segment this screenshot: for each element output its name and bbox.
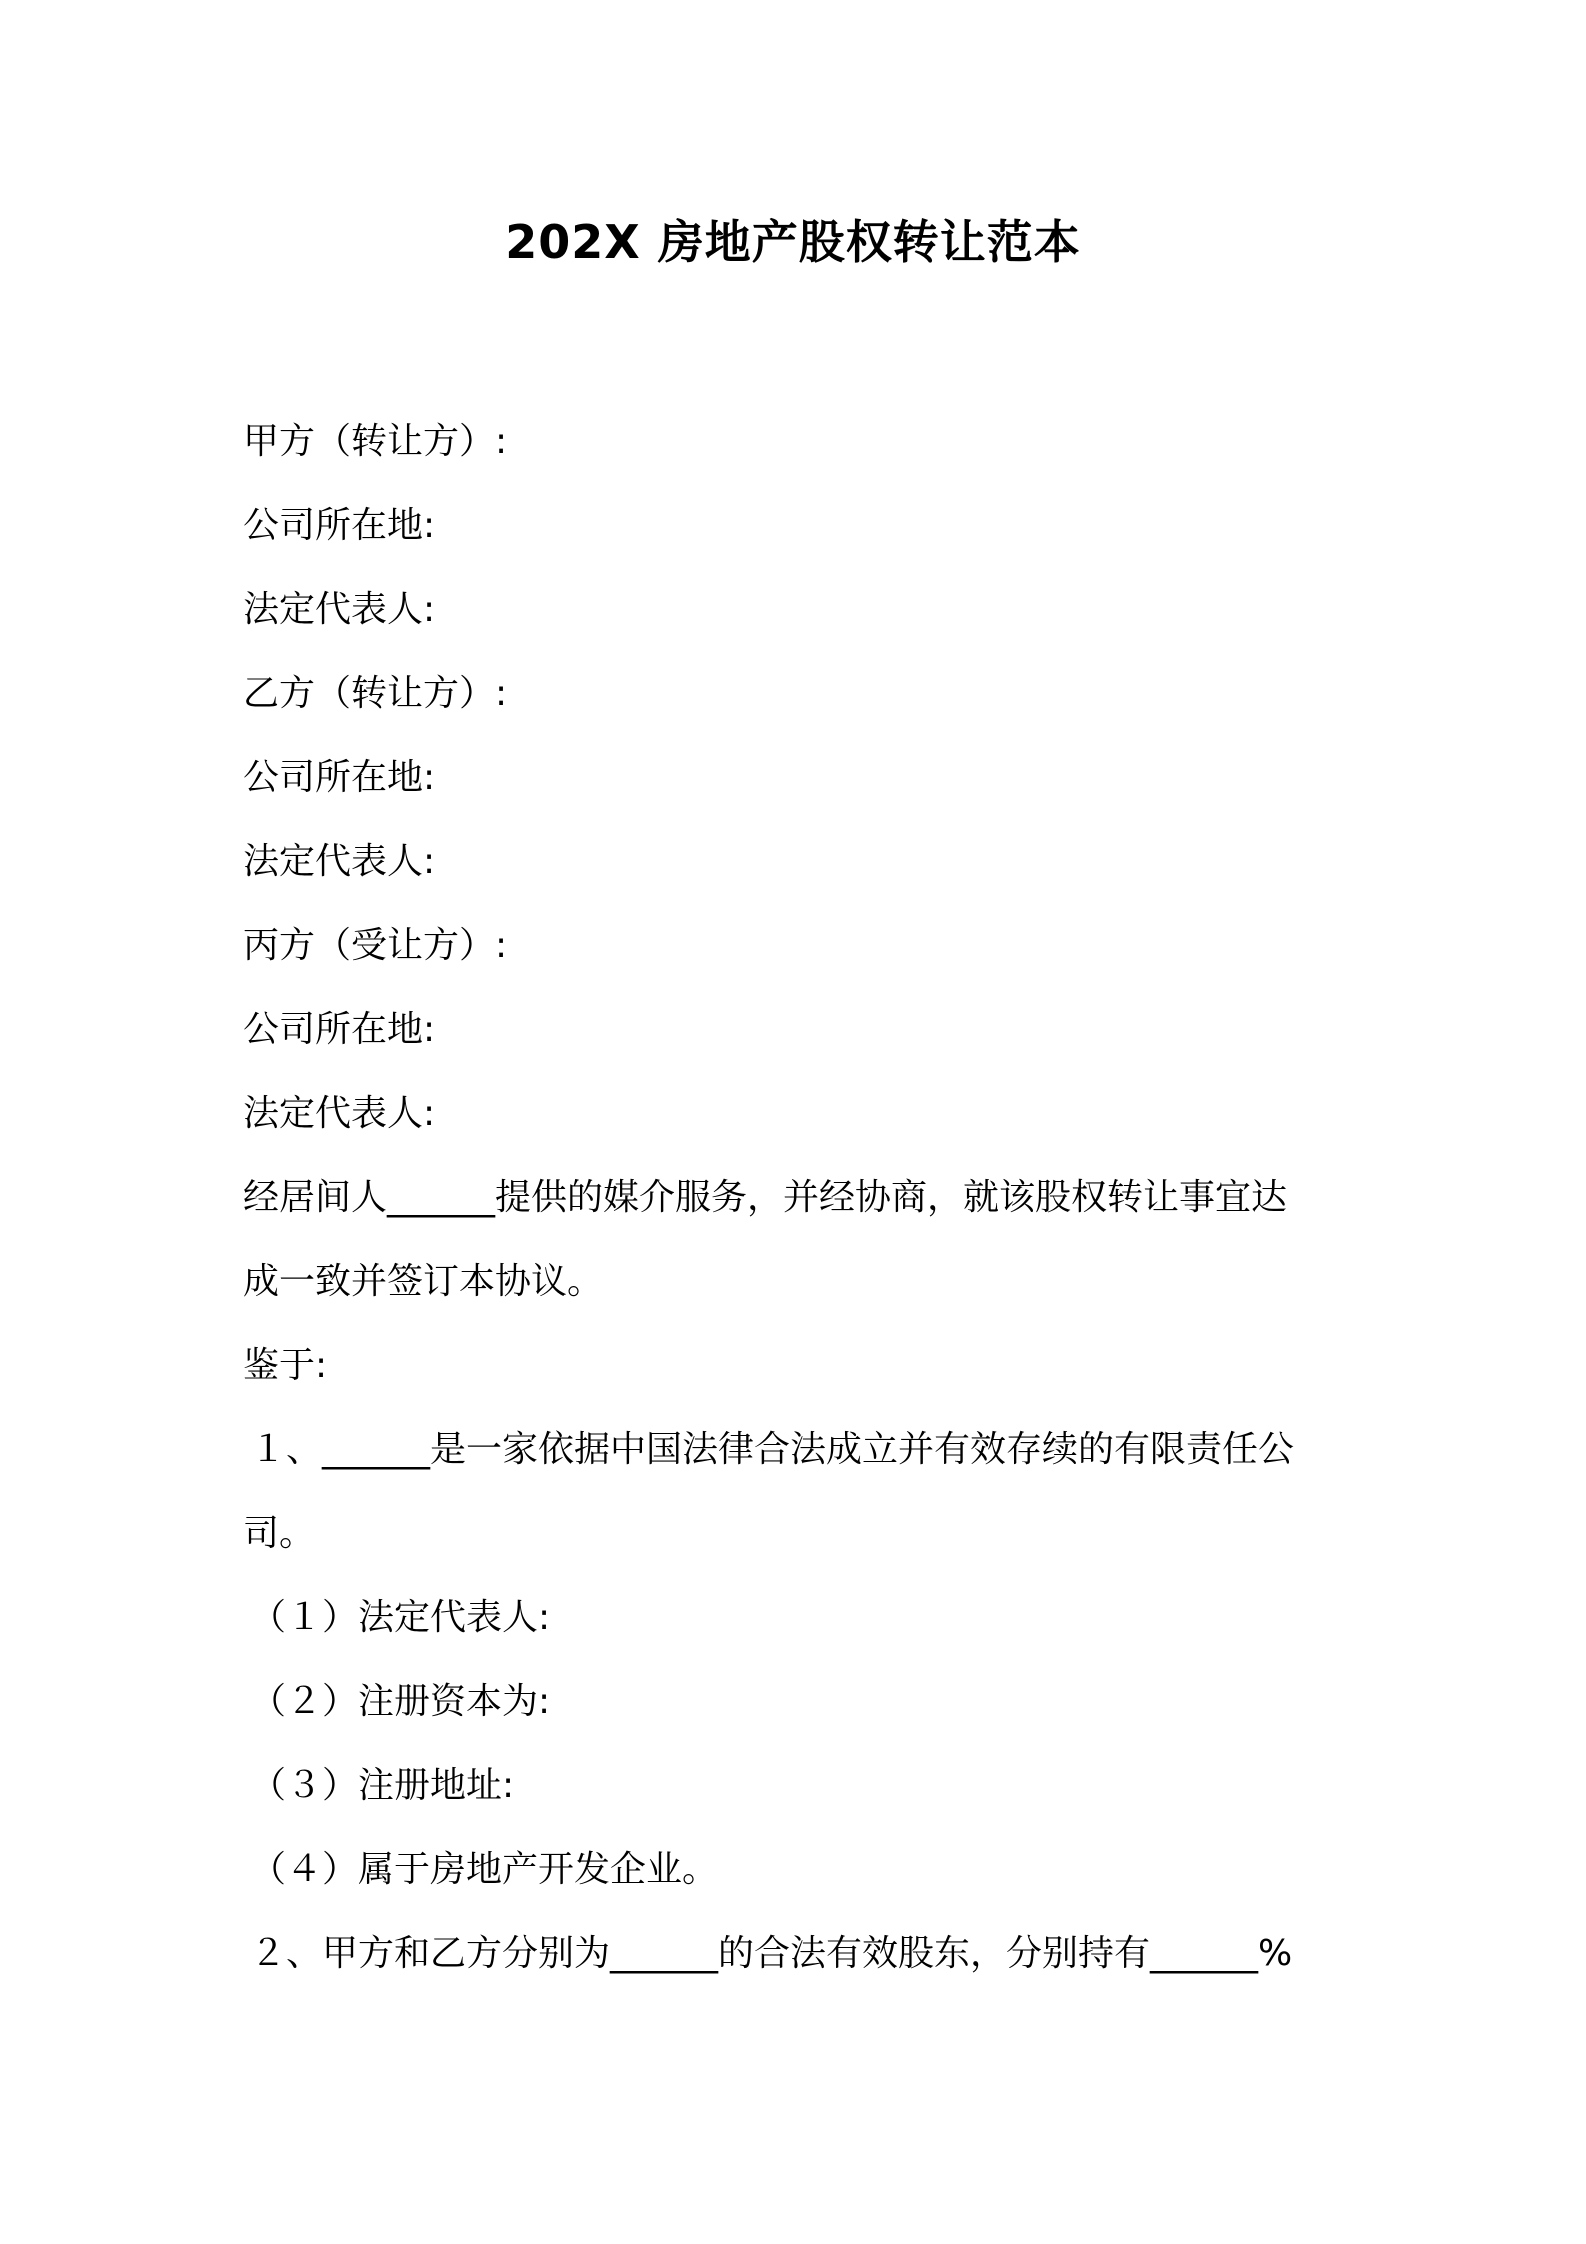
- document-title: 202X 房地产股权转让范本: [505, 215, 1081, 269]
- document-body: [243, 400, 1358, 1996]
- party-c-legal-rep-label: 法定代表人:: [243, 1093, 436, 1134]
- party-a-label: 甲方（转让方）:: [243, 421, 508, 462]
- clause-1-item-4: （４）属于房地产开发企业。: [250, 1849, 719, 1890]
- clause-1-item-1: （１）法定代表人:: [250, 1597, 551, 1638]
- party-a-address-label: 公司所在地:: [243, 505, 436, 546]
- intro-paragraph-line-1: 经居间人______提供的媒介服务，并经协商，就该股权转让事宜达: [243, 1177, 1288, 1218]
- clause-1-item-3: （３）注册地址:: [250, 1765, 515, 1806]
- party-a-legal-rep-label: 法定代表人:: [243, 589, 436, 630]
- clause-1-item-2: （２）注册资本为:: [250, 1681, 551, 1722]
- clause-1-line-2: 司。: [243, 1513, 316, 1554]
- party-b-label: 乙方（转让方）:: [243, 673, 508, 714]
- party-c-address-label: 公司所在地:: [243, 1009, 436, 1050]
- intro-paragraph-line-2: 成一致并签订本协议。: [243, 1261, 604, 1302]
- whereas-heading: 鉴于:: [243, 1345, 328, 1386]
- party-b-legal-rep-label: 法定代表人:: [243, 841, 436, 882]
- party-c-label: 丙方（受让方）:: [243, 925, 508, 966]
- party-b-address-label: 公司所在地:: [243, 757, 436, 798]
- clause-1-line-1: １、______是一家依据中国法律合法成立并有效存续的有限责任公: [250, 1429, 1295, 1470]
- clause-2-line-1: ２、甲方和乙方分别为______的合法有效股东，分别持有______%: [250, 1933, 1293, 1974]
